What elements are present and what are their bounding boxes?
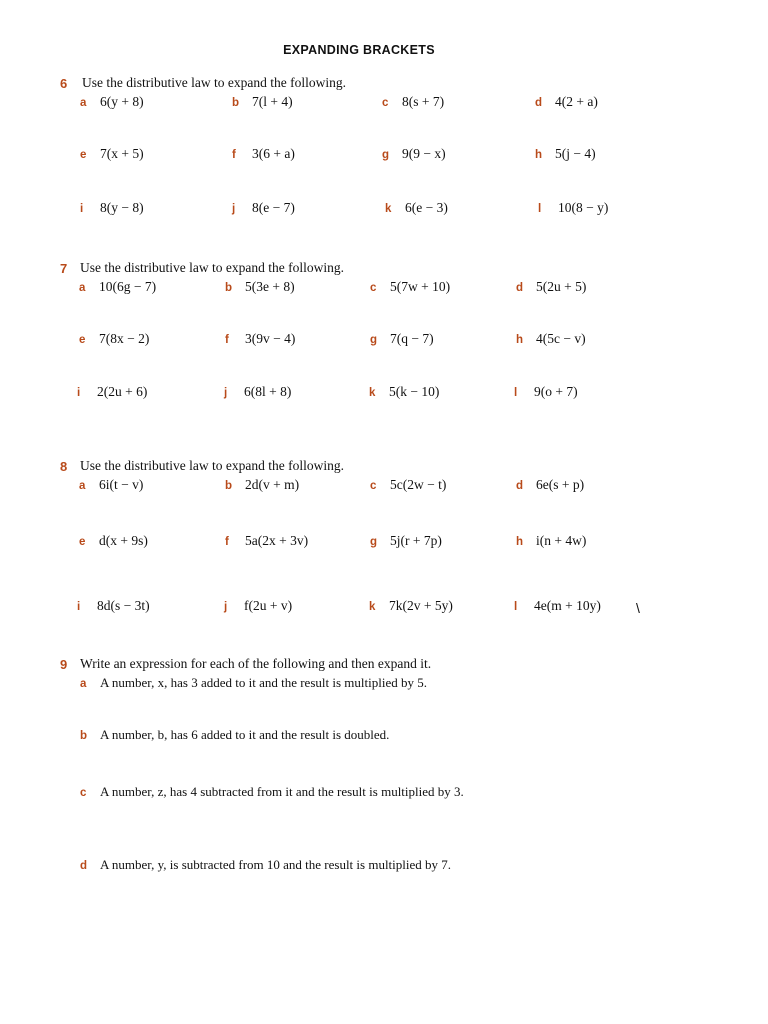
q7-item-g	[370, 331, 434, 347]
q7-item-a	[79, 279, 156, 295]
item-label: g	[370, 536, 378, 548]
item-label: d	[535, 97, 543, 109]
q6-item-a	[80, 94, 144, 110]
item-text: A number, x, has 3 added to it and the result is multiplied by 5.	[100, 675, 427, 690]
q8-item-d	[516, 477, 584, 493]
item-expression: 5c(2w − t)	[390, 477, 447, 492]
q9-item-c	[80, 784, 464, 800]
item-label: d	[516, 282, 524, 294]
q9-item-d	[80, 857, 451, 873]
q8-item-e	[79, 533, 148, 549]
q7-item-l	[514, 384, 578, 400]
q8-item-l	[514, 598, 601, 614]
item-label: d	[516, 480, 524, 492]
item-expression: 7(8x − 2)	[99, 331, 150, 346]
item-expression: 9(9 − x)	[402, 146, 446, 161]
item-label: a	[79, 480, 86, 492]
item-expression: 7(l + 4)	[252, 94, 293, 109]
item-expression: 5(k − 10)	[389, 384, 440, 399]
item-label: b	[80, 730, 88, 742]
item-label: f	[232, 149, 236, 161]
item-label: c	[370, 282, 377, 294]
item-label: i	[77, 601, 81, 613]
q6-item-h	[535, 146, 596, 162]
item-expression: 2d(v + m)	[245, 477, 300, 492]
item-expression: 8(e − 7)	[252, 200, 295, 215]
item-expression: 2(2u + 6)	[97, 384, 148, 399]
item-expression: 6e(s + p)	[536, 477, 585, 492]
item-expression: 5(j − 4)	[555, 146, 596, 161]
q6-item-f	[232, 146, 295, 162]
item-label: d	[80, 860, 88, 872]
q6-item-b	[232, 94, 293, 110]
q7-item-f	[225, 331, 295, 347]
item-label: e	[80, 149, 87, 161]
question-6-number: 6	[60, 76, 68, 91]
question-9-instruction: Write an expression for each of the following and then expand it.	[80, 656, 432, 671]
q8-item-a	[79, 477, 143, 493]
item-label: k	[369, 387, 376, 399]
q8-item-c	[370, 477, 446, 493]
q7-item-e	[79, 331, 149, 347]
q6-item-e	[80, 146, 144, 162]
q6-item-d	[535, 94, 598, 110]
q6-item-g	[382, 146, 446, 162]
q8-item-h	[516, 533, 586, 549]
q7-item-j	[224, 384, 291, 400]
item-label: e	[79, 536, 86, 548]
q7-item-c	[370, 279, 450, 295]
item-expression: d(x + 9s)	[99, 533, 148, 548]
q6-item-k	[385, 200, 448, 216]
item-expression: 5j(r + 7p)	[390, 533, 442, 548]
item-label: c	[370, 480, 377, 492]
question-8-instruction: Use the distributive law to expand the following.	[80, 458, 344, 473]
q7-item-k	[369, 384, 439, 400]
item-expression: i(n + 4w)	[536, 533, 587, 548]
q7-item-h	[516, 331, 586, 347]
q7-item-d	[516, 279, 586, 295]
question-7-number: 7	[60, 261, 68, 276]
question-9-number: 9	[60, 657, 68, 672]
item-expression: 8d(s − 3t)	[97, 598, 150, 613]
question-8-number: 8	[60, 459, 68, 474]
item-label: j	[224, 601, 228, 613]
item-expression: 7(x + 5)	[100, 146, 144, 161]
item-expression: 10(6g − 7)	[99, 279, 157, 294]
item-expression: 5a(2x + 3v)	[245, 533, 309, 548]
q9-item-a	[80, 675, 427, 691]
q6-item-l	[538, 200, 608, 216]
item-expression: 8(y − 8)	[100, 200, 144, 215]
q8-item-j	[224, 598, 292, 614]
item-text: A number, y, is subtracted from 10 and the result is multiplied by 7.	[100, 857, 452, 872]
item-label: h	[535, 149, 543, 161]
item-label: f	[225, 536, 229, 548]
item-label: k	[369, 601, 376, 613]
item-expression: 10(8 − y)	[558, 200, 609, 215]
item-label: c	[382, 97, 389, 109]
q7-item-i	[77, 384, 147, 400]
page-title: EXPANDING BRACKETS	[283, 43, 435, 57]
q9-item-b	[80, 727, 389, 743]
q8-item-b	[225, 477, 299, 493]
item-expression: 5(2u + 5)	[536, 279, 587, 294]
item-label: k	[385, 203, 392, 215]
q8-item-g	[370, 533, 442, 549]
item-label: b	[232, 97, 240, 109]
item-label: i	[80, 203, 84, 215]
question-6-instruction: Use the distributive law to expand the following.	[82, 75, 346, 90]
item-expression: f(2u + v)	[244, 598, 293, 613]
item-expression: 3(6 + a)	[252, 146, 295, 161]
item-expression: 9(o + 7)	[534, 384, 578, 399]
item-expression: 5(7w + 10)	[390, 279, 451, 294]
item-label: a	[80, 678, 87, 690]
item-expression: 7(q − 7)	[390, 331, 434, 346]
item-label: g	[382, 149, 390, 161]
question-7-instruction: Use the distributive law to expand the following.	[80, 260, 344, 275]
item-label: f	[225, 334, 229, 346]
item-label: l	[514, 387, 518, 399]
item-expression: 8(s + 7)	[402, 94, 445, 109]
q7-item-b	[225, 279, 295, 295]
item-label: a	[80, 97, 87, 109]
item-expression: 6i(t − v)	[99, 477, 144, 492]
q8-item-k	[369, 598, 453, 614]
item-expression: 4(5c − v)	[536, 331, 586, 346]
item-expression: 7k(2v + 5y)	[389, 598, 453, 613]
item-label: h	[516, 334, 524, 346]
q8-item-i	[77, 598, 150, 614]
item-label: j	[232, 203, 236, 215]
item-expression: 6(y + 8)	[100, 94, 144, 109]
q6-item-i	[80, 200, 144, 216]
item-label: c	[80, 787, 87, 799]
item-text: A number, b, has 6 added to it and the result is doubled.	[100, 727, 390, 742]
item-expression: 3(9v − 4)	[245, 331, 296, 346]
stray-backslash-mark: \	[636, 600, 640, 616]
item-label: b	[225, 480, 233, 492]
item-label: e	[79, 334, 86, 346]
q6-item-j	[232, 200, 295, 216]
item-expression: 4(2 + a)	[555, 94, 598, 109]
item-label: h	[516, 536, 524, 548]
item-label: i	[77, 387, 81, 399]
item-expression: 5(3e + 8)	[245, 279, 295, 294]
q6-item-c	[382, 94, 444, 110]
item-expression: 6(8l + 8)	[244, 384, 292, 399]
item-expression: 6(e − 3)	[405, 200, 448, 215]
item-label: l	[538, 203, 542, 215]
q8-item-f	[225, 533, 308, 549]
item-label: b	[225, 282, 233, 294]
item-expression: 4e(m + 10y)	[534, 598, 601, 613]
item-label: j	[224, 387, 228, 399]
item-label: l	[514, 601, 518, 613]
item-label: g	[370, 334, 378, 346]
item-text: A number, z, has 4 subtracted from it and the result is multiplied by 3.	[100, 784, 464, 799]
item-label: a	[79, 282, 86, 294]
